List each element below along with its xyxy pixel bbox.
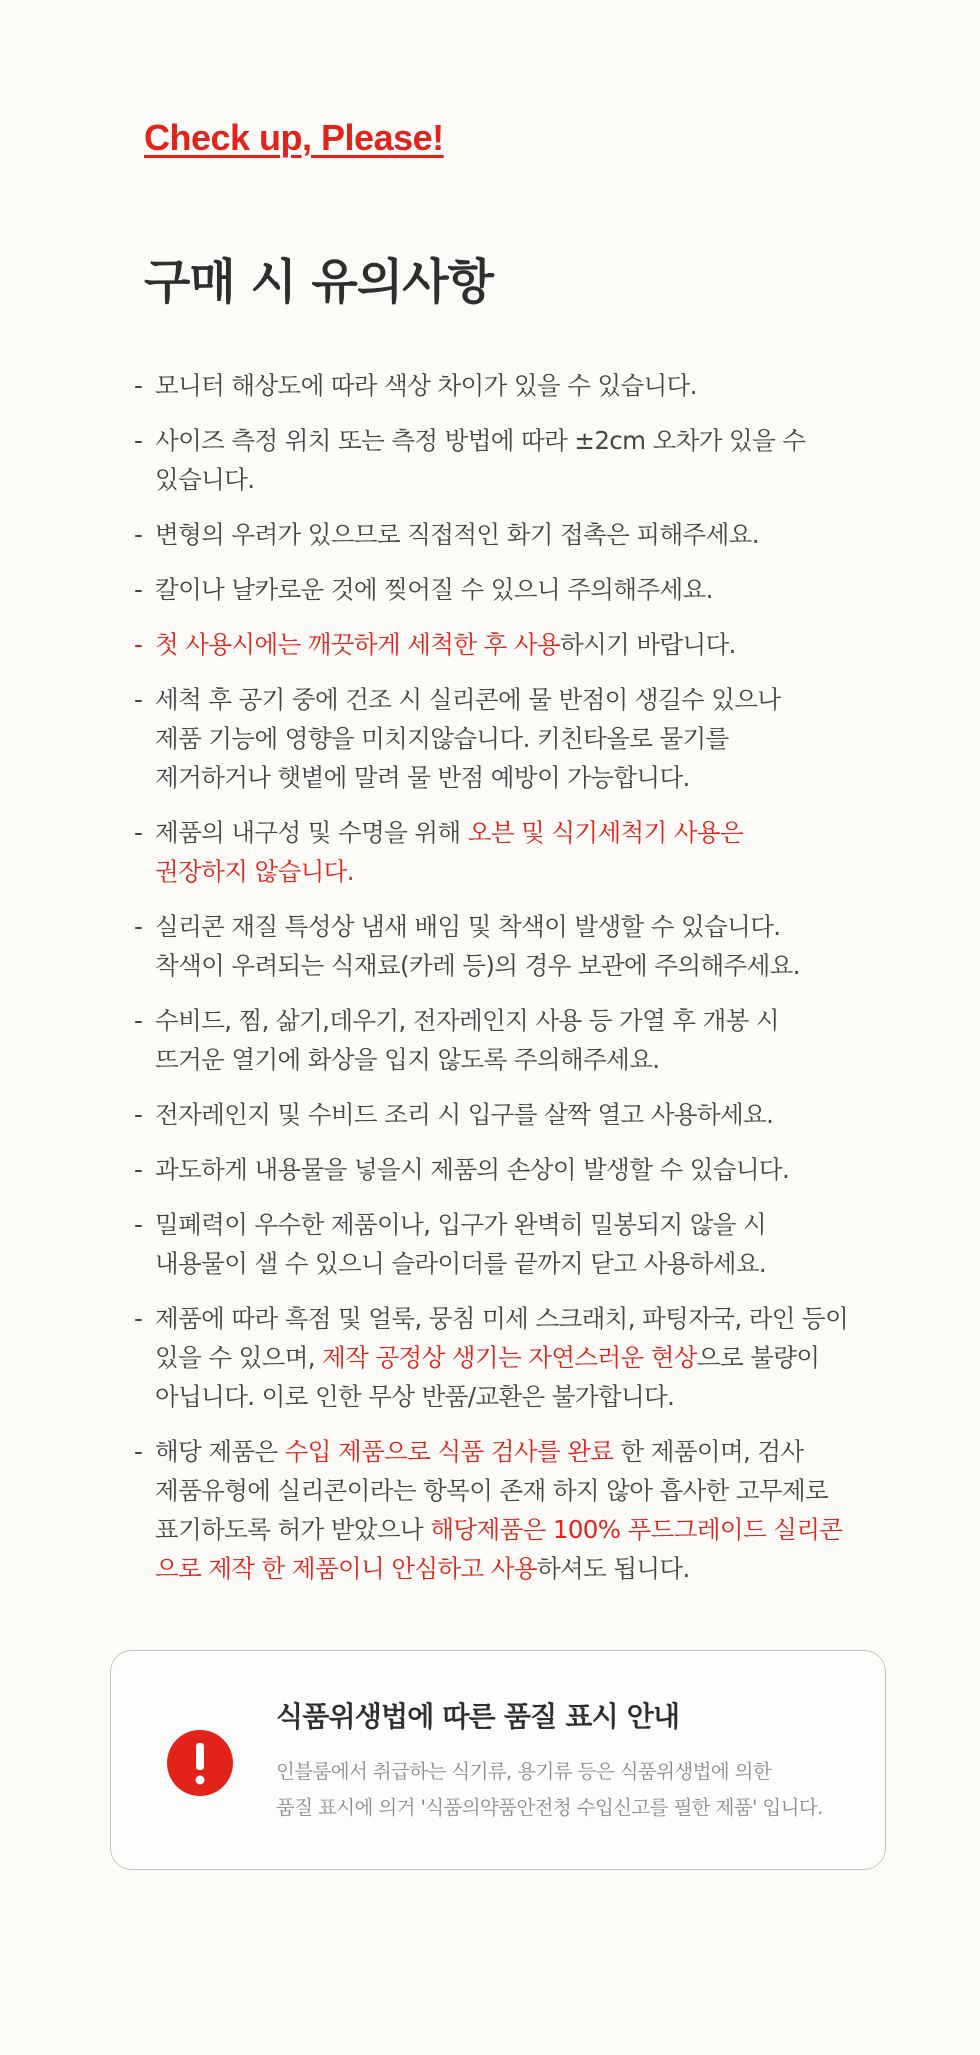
list-dash: - <box>134 371 143 400</box>
highlight-text: 제작 공정상 생기는 자연스러운 현상 <box>322 1343 697 1372</box>
list-dash: - <box>134 818 143 847</box>
notice-text: 밀폐력이 우수한 제품이나, 입구가 완벽히 밀봉되지 않을 시 <box>155 1210 767 1239</box>
notice-item-seal <box>134 1205 894 1283</box>
info-box-desc-line: 품질 표시에 의거 '식품의약품안전청 수입신고를 필한 제품' 입니다. <box>276 1796 823 1819</box>
list-dash: - <box>134 912 143 941</box>
check-up-title: Check up, Please! <box>144 117 444 158</box>
notice-text <box>155 813 894 852</box>
notice-text: 전자레인지 및 수비드 조리 시 입구를 살짝 열고 사용하세요. <box>155 1100 774 1129</box>
highlight-text: 으로 제작 한 제품이니 안심하고 사용 <box>155 1554 537 1583</box>
page-heading: 구매 시 유의사항 <box>144 254 493 310</box>
highlight-text: 수입 제품으로 식품 검사를 완료 <box>284 1437 614 1466</box>
notice-text: 제품 기능에 영향을 미치지않습니다. 키친타올로 물기를 <box>155 724 729 753</box>
notice-text: 제품유형에 실리콘이라는 항목이 존재 하지 않아 흡사한 고무제로 <box>155 1476 829 1505</box>
notice-item-sharp <box>134 570 894 609</box>
notice-text: 사이즈 측정 위치 또는 측정 방법에 따라 ±2cm 오차가 있을 수 <box>155 426 806 455</box>
list-dash: - <box>134 520 143 549</box>
notice-text <box>155 1432 894 1471</box>
notice-text: 변형의 우려가 있으므로 직접적인 화기 접촉은 피해주세요. <box>155 520 759 549</box>
list-dash: - <box>134 426 143 455</box>
notice-text: 제품에 따라 흑점 및 얼룩, 뭉침 미세 스크래치, 파팅자국, 라인 등이 <box>155 1304 849 1333</box>
list-dash: - <box>134 1210 143 1239</box>
notice-text: 세척 후 공기 중에 건조 시 실리콘에 물 반점이 생길수 있으나 <box>155 685 781 714</box>
list-dash: - <box>134 630 143 659</box>
list-dash: - <box>134 575 143 604</box>
notice-text: 실리콘 재질 특성상 냄새 배임 및 착색이 발생할 수 있습니다. <box>155 912 781 941</box>
notice-text <box>155 1338 894 1377</box>
notice-text-part: 해당 제품은 <box>155 1437 285 1466</box>
notice-item-fire <box>134 515 894 554</box>
notice-item-water-spots <box>134 680 894 797</box>
list-dash: - <box>134 1304 143 1333</box>
notice-text <box>155 1510 894 1549</box>
notice-text: 착색이 우려되는 식재료(카레 등)의 경우 보관에 주의해주세요. <box>155 951 800 980</box>
list-dash: - <box>134 1006 143 1035</box>
info-box-title: 식품위생법에 따른 품질 표시 안내 <box>276 1700 680 1733</box>
exclamation-icon <box>166 1729 234 1797</box>
list-dash: - <box>134 1155 143 1184</box>
notice-item-microwave <box>134 1095 894 1134</box>
notice-item-import <box>134 1432 894 1588</box>
list-dash: - <box>134 1437 143 1466</box>
list-dash: - <box>134 685 143 714</box>
notice-text-part: 제품의 내구성 및 수명을 위해 <box>155 818 468 847</box>
notice-item-stain <box>134 907 894 985</box>
highlight-text: 첫 사용시에는 깨끗하게 세척한 후 사용 <box>155 630 561 659</box>
highlight-text: 해당제품은 100% 푸드그레이드 실리콘 <box>430 1515 843 1544</box>
info-box-description <box>276 1754 823 1826</box>
notice-item-overfill <box>134 1150 894 1189</box>
notice-text: 칼이나 날카로운 것에 찢어질 수 있으니 주의해주세요. <box>155 575 713 604</box>
exclamation-icon-bar <box>196 1743 204 1770</box>
notice-text: 과도하게 내용물을 넣을시 제품의 손상이 발생할 수 있습니다. <box>155 1155 790 1184</box>
notice-text: 있습니다. <box>155 465 255 494</box>
notice-text: 아닙니다. 이로 인한 무상 반품/교환은 불가합니다. <box>155 1382 675 1411</box>
notice-text <box>155 1549 894 1588</box>
highlight-text: 오븐 및 식기세척기 사용은 <box>467 818 744 847</box>
notice-text: 제거하거나 햇볕에 말려 물 반점 예방이 가능합니다. <box>155 763 690 792</box>
notice-item-size <box>134 421 894 499</box>
notice-text-part: 으로 불량이 <box>696 1343 820 1372</box>
notice-item-first-use <box>134 625 894 664</box>
notice-item-heat <box>134 1001 894 1079</box>
notice-text-part: 한 제품이며, 검사 <box>613 1437 804 1466</box>
quality-info-box <box>110 1650 886 1870</box>
notice-item-monitor <box>134 366 894 405</box>
notice-text-part: 표기하도록 허가 받았으나 <box>155 1515 431 1544</box>
info-box-desc-line: 인블룸에서 취급하는 식기류, 용기류 등은 식품위생법에 의한 <box>276 1760 772 1783</box>
highlight-text: 권장하지 않습니다. <box>155 857 354 886</box>
notice-item-oven <box>134 813 894 891</box>
notice-text <box>155 625 894 664</box>
notice-text: 뜨거운 열기에 화상을 입지 않도록 주의해주세요. <box>155 1045 660 1074</box>
list-dash: - <box>134 1100 143 1129</box>
notice-text: 모니터 해상도에 따라 색상 차이가 있을 수 있습니다. <box>155 371 697 400</box>
notice-text: 수비드, 찜, 삶기,데우기, 전자레인지 사용 등 가열 후 개봉 시 <box>155 1006 779 1035</box>
notice-list <box>134 366 894 1604</box>
notice-text-part: 있을 수 있으며, <box>155 1343 323 1372</box>
exclamation-icon-dot <box>196 1776 205 1785</box>
notice-item-defects <box>134 1299 894 1416</box>
notice-text-part: 하셔도 됩니다. <box>536 1554 690 1583</box>
notice-text-part: 하시기 바랍니다. <box>560 630 736 659</box>
notice-text: 내용물이 샐 수 있으니 슬라이더를 끝까지 닫고 사용하세요. <box>155 1249 767 1278</box>
